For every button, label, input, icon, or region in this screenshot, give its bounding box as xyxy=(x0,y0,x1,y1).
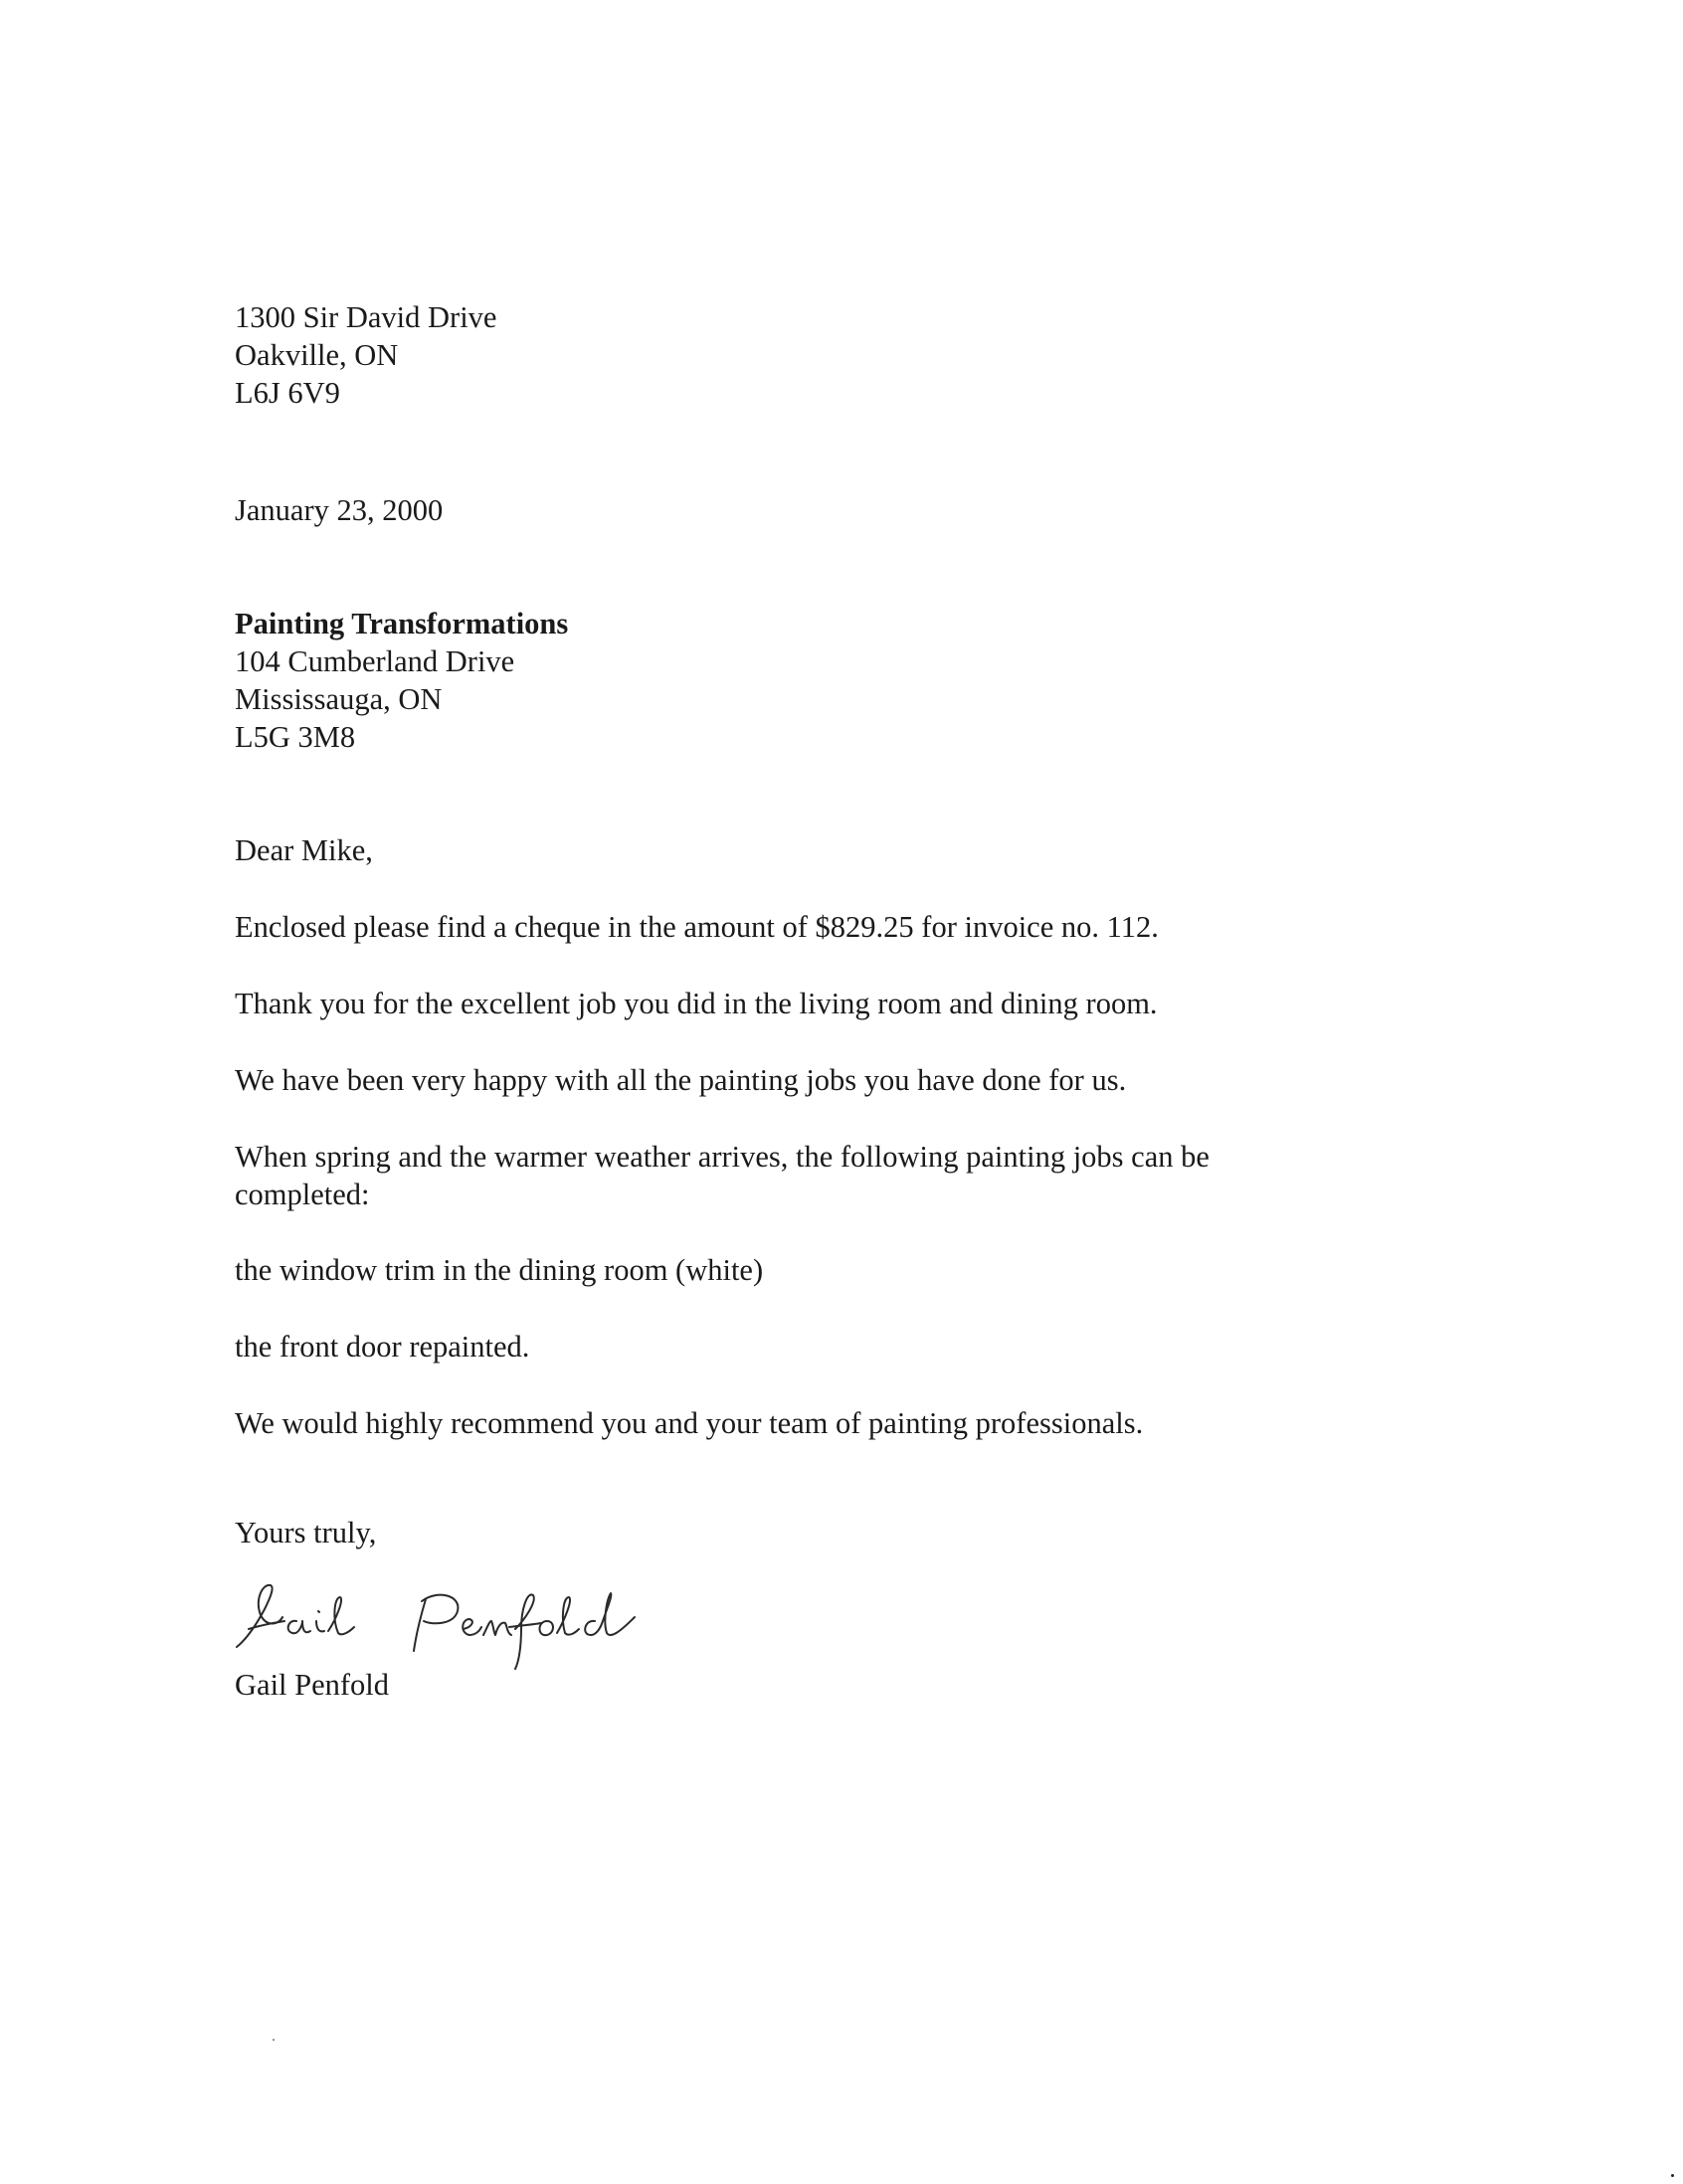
sender-postal: L6J 6V9 xyxy=(235,376,340,410)
recipient-postal: L5G 3M8 xyxy=(235,720,356,754)
job-item-front-door: the front door repainted. xyxy=(235,1330,530,1364)
recipient-street: 104 Cumberland Drive xyxy=(235,644,515,678)
letter-date: January 23, 2000 xyxy=(235,493,444,527)
body-paragraph-4 xyxy=(235,1138,1210,1213)
closing: Yours truly, xyxy=(235,1516,377,1549)
body-paragraph-4-line-1: When spring and the warmer weather arrives, the following painting jobs can be xyxy=(235,1140,1210,1174)
salutation: Dear Mike, xyxy=(235,833,373,867)
handwritten-signature xyxy=(227,1569,654,1674)
job-item-window-trim: the window trim in the dining room (white) xyxy=(235,1253,764,1287)
body-paragraph-3: We have been very happy with all the painting jobs you have done for us. xyxy=(235,1063,1127,1097)
sender-street: 1300 Sir David Drive xyxy=(235,300,497,334)
recipient-company: Painting Transformations xyxy=(235,607,569,640)
body-paragraph-5: We would highly recommend you and your team of painting professionals. xyxy=(235,1406,1144,1440)
sender-city: Oakville, ON xyxy=(235,338,399,372)
body-paragraph-1: Enclosed please find a cheque in the amount of $829.25 for invoice no. 112. xyxy=(235,910,1159,944)
recipient-address xyxy=(235,605,568,756)
sender-address xyxy=(235,298,496,412)
recipient-city: Mississauga, ON xyxy=(235,682,443,716)
scan-speck xyxy=(1671,2174,1674,2177)
signer-name: Gail Penfold xyxy=(235,1668,390,1702)
body-paragraph-2: Thank you for the excellent job you did in the living room and dining room. xyxy=(235,987,1158,1020)
body-paragraph-4-line-2: completed: xyxy=(235,1178,370,1211)
scan-speck xyxy=(273,2039,275,2041)
